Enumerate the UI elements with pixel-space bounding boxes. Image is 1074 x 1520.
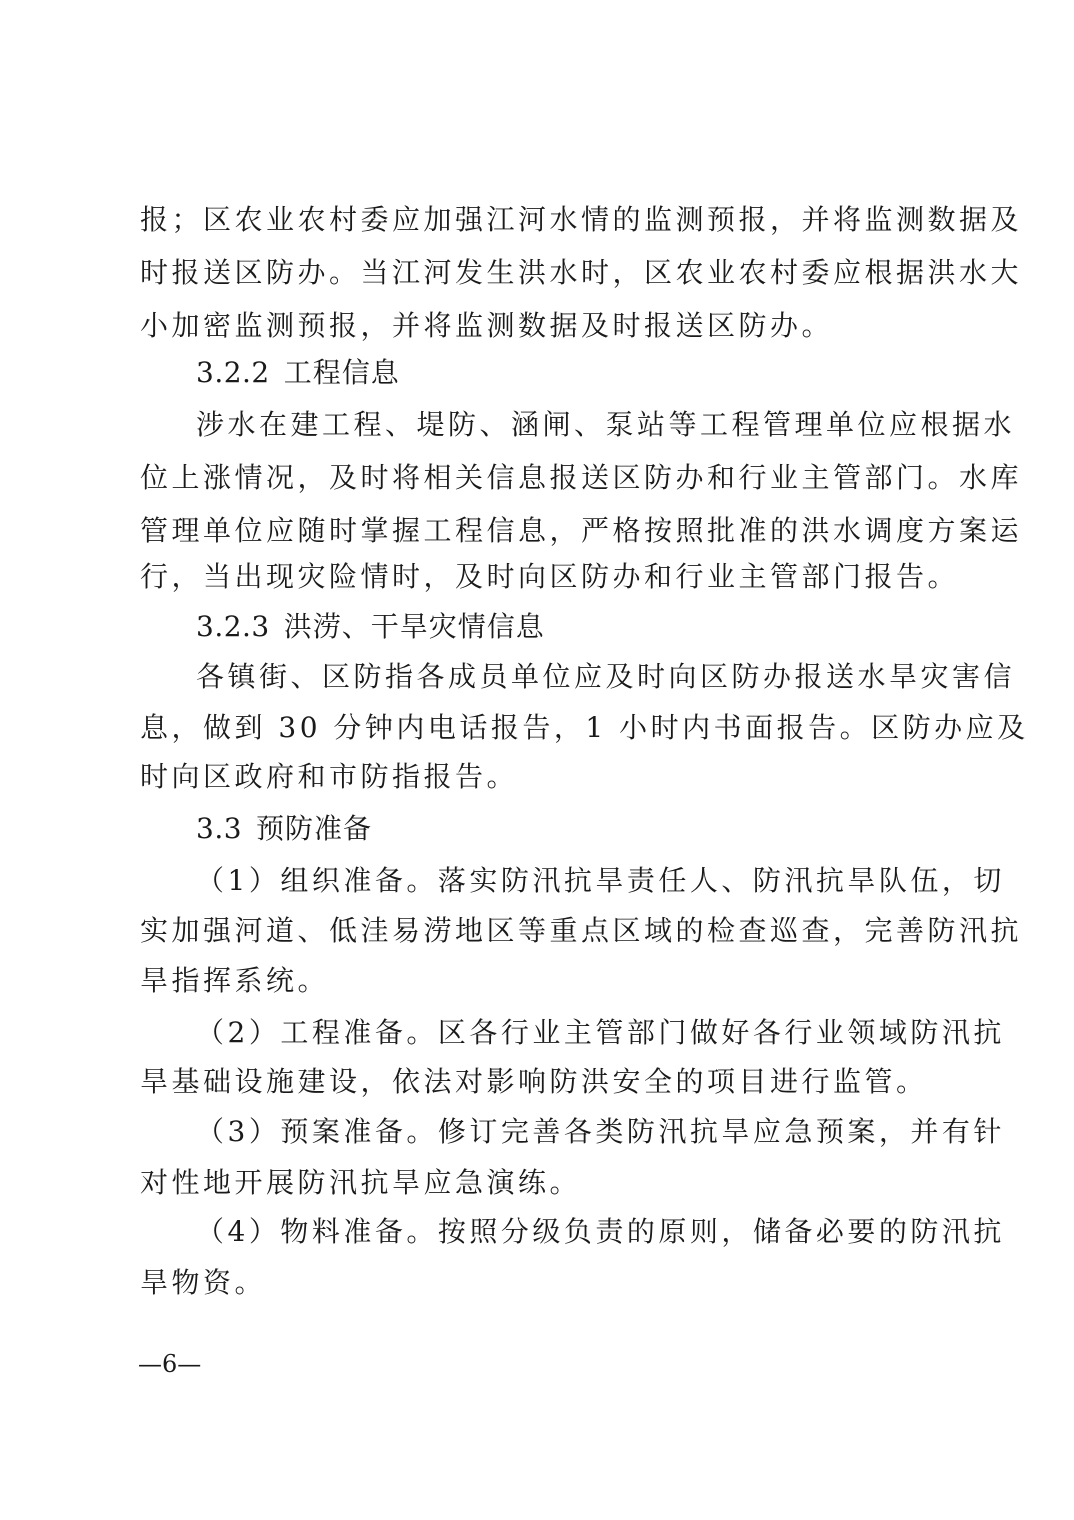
list-item-line: 旱基础设施建设，依法对影响防洪安全的项目进行监管。 — [140, 1065, 928, 1098]
section-title: 工程信息 — [283, 356, 400, 389]
section-heading-3-3 — [196, 801, 996, 857]
list-item-line: （1）组织准备。落实防汛抗旱责任人、防汛抗旱队伍，切 — [196, 864, 1005, 897]
paragraph-line: 行，当出现灾险情时，及时向区防办和行业主管部门报告。 — [140, 560, 960, 593]
list-item-line: （2）工程准备。区各行业主管部门做好各行业领域防汛抗 — [196, 1016, 1005, 1049]
page-number: —6— — [138, 1350, 202, 1378]
section-number: 3.3 — [196, 812, 243, 845]
list-item-line: 对性地开展防汛抗旱应急演练。 — [140, 1166, 582, 1199]
section-heading-3-2-3 — [196, 599, 996, 655]
paragraph-line: 时报送区防办。当江河发生洪水时，区农业农村委应根据洪水大 — [140, 256, 1023, 289]
paragraph-line: 管理单位应随时掌握工程信息，严格按照批准的洪水调度方案运 — [140, 514, 1023, 547]
list-item-line: 实加强河道、低洼易涝地区等重点区域的检查巡查，完善防汛抗 — [140, 914, 1023, 947]
paragraph-line: 时向区政府和市防指报告。 — [140, 760, 519, 793]
section-title: 预防准备 — [256, 812, 373, 845]
paragraph-line: 涉水在建工程、堤防、涵闸、泵站等工程管理单位应根据水 — [196, 408, 1016, 441]
list-item-line: 旱物资。 — [140, 1266, 267, 1299]
paragraph-line: 小加密监测预报，并将监测数据及时报送区防办。 — [140, 309, 834, 342]
list-item-line: （3）预案准备。修订完善各类防汛抗旱应急预案，并有针 — [196, 1115, 1005, 1148]
section-number: 3.2.3 — [196, 610, 270, 643]
paragraph-line: 报；区农业农村委应加强江河水情的监测预报，并将监测数据及 — [140, 203, 1023, 236]
paragraph-line: 位上涨情况，及时将相关信息报送区防办和行业主管部门。水库 — [140, 461, 1023, 494]
paragraph-line: 息，做到 30 分钟内电话报告，1 小时内书面报告。区防办应及 — [140, 711, 1029, 744]
list-item-line: 旱指挥系统。 — [140, 964, 330, 997]
list-item-line: （4）物料准备。按照分级负责的原则，储备必要的防汛抗 — [196, 1215, 1005, 1248]
section-title: 洪涝、干旱灾情信息 — [283, 610, 545, 643]
paragraph-line: 各镇街、区防指各成员单位应及时向区防办报送水旱灾害信 — [196, 660, 1016, 693]
section-heading-3-2-2 — [196, 345, 996, 401]
section-number: 3.2.2 — [196, 356, 270, 389]
